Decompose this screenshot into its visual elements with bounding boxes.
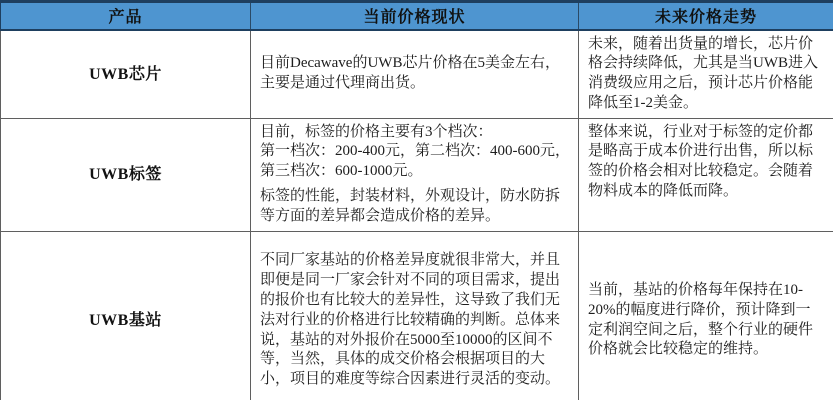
col-header-current-price: 当前价格现状: [251, 2, 579, 30]
product-cell-uwb-tag: UWB标签: [1, 118, 251, 231]
current-price-cell-uwb-chip: [251, 30, 579, 119]
current-price-cell-uwb-tag: [251, 118, 579, 231]
product-cell-uwb-chip: UWB芯片: [1, 30, 251, 119]
product-cell-uwb-base-station: UWB基站: [1, 231, 251, 400]
table-row-uwb-base-station: [1, 231, 833, 400]
table-row-uwb-chip: [1, 30, 833, 119]
current-price-cell-uwb-base-station: [251, 231, 579, 400]
cell-paragraph: 标签的性能，封装材料，外观设计，防水防拆等方面的差异都会造成价格的差异。: [260, 188, 561, 224]
table-row-uwb-tag: [1, 118, 833, 231]
cell-paragraph: 当前，基站的价格每年保持在10-20%的幅度进行降价，预计降到一定利润空间之后，整个行业的硬件价格就会比较稳定的维持。: [588, 282, 814, 358]
cell-paragraph: 目前Decawave的UWB芯片价格在5美金左右，主要是通过代理商出货。: [260, 55, 560, 92]
future-price-cell-uwb-tag: [579, 118, 833, 231]
future-price-cell-uwb-base-station: [579, 231, 833, 400]
header-row: [1, 2, 833, 30]
cell-paragraph: 不同厂家基站的价格差异度就很非常大，并且即便是同一厂家会针对不同的项目需求，提出的报价也有比较大的差异性，这导致了我们无法对行业的价格进行比较精确的判断。总体来说，基站的对外报价在5000至10000的区间不等，当然，具体的成交价格会根据项目的大小，项目的难度等综合因素进行灵活的变动。: [260, 252, 561, 388]
cell-paragraph: 第一档次：200-400元，第二档次：400-600元，第三档次：600-1000元。: [260, 143, 570, 180]
cell-paragraph: 未来，随着出货量的增长，芯片价格会持续降低，尤其是当UWB进入消费级应用之后，预计芯片价格能降低至1-2美金。: [588, 35, 818, 111]
col-header-future-price: 未来价格走势: [579, 2, 833, 30]
cell-paragraph: 目前，标签的价格主要有3个档次：: [260, 123, 493, 140]
cell-paragraph: 整体来说，行业对于标签的定价都是略高于成本价进行出售，所以标签的价格会相对比较稳定。会随着物料成本的降低而降。: [588, 123, 814, 200]
col-header-product: 产品: [1, 2, 251, 30]
future-price-cell-uwb-chip: [579, 30, 833, 119]
